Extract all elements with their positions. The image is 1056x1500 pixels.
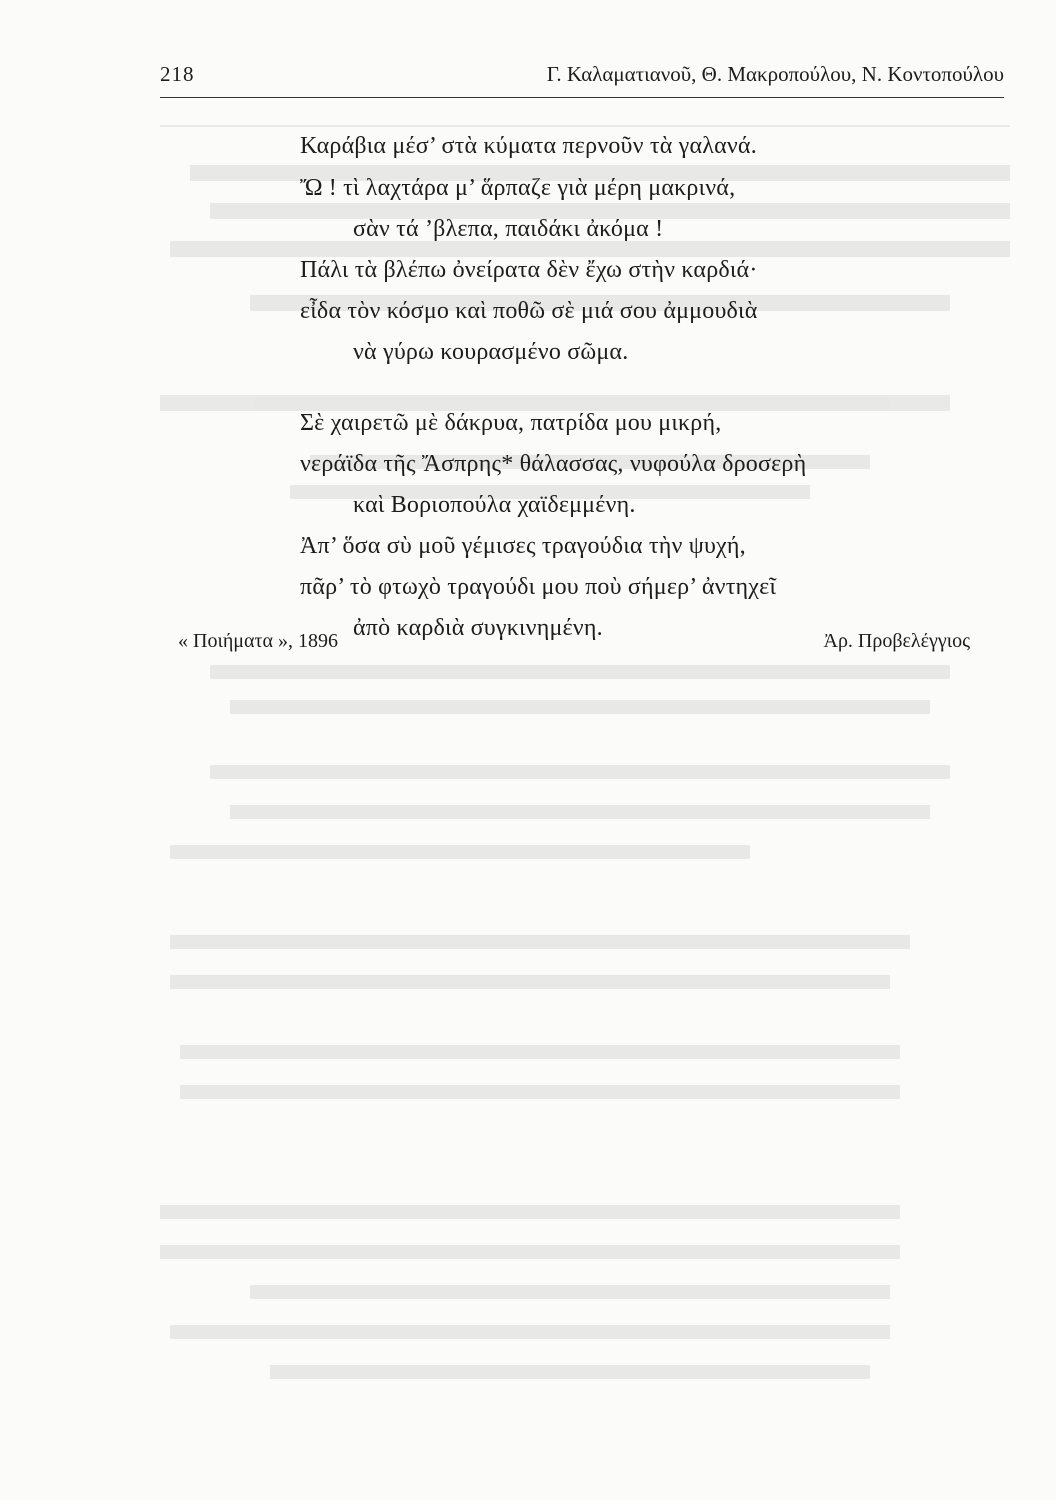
poem-line: εἶδα τὸν κόσμο καὶ ποθῶ σὲ μιά σου ἀμμουδιὰ — [300, 298, 758, 324]
poem-line: Πάλι τὰ βλέπω ὀνείρατα δὲν ἔχω στὴν καρδιά· — [300, 257, 758, 283]
poem-line: νεράϊδα τῆς Ἄσπρης* θάλασσας, νυφούλα δροσερὴ — [300, 451, 807, 477]
poem-line: σὰν τά ’βλεπα, παιδάκι ἀκόμα ! — [353, 216, 664, 242]
poem-line: Ὤ ! τὶ λαχτάρα μ’ ἅρπαζε γιὰ μέρη μακρινά, — [300, 175, 736, 201]
poem-line: ἀπὸ καρδιὰ συγκινημένη. — [353, 615, 603, 641]
poem-author: Ἀρ. Προβελέγγιος — [823, 630, 970, 652]
page-number: 218 — [160, 62, 195, 86]
poem-line: νὰ γύρω κουρασμένο σῶμα. — [353, 339, 629, 365]
poem-line: Καράβια μέσ’ στὰ κύματα περνοῦν τὰ γαλανά. — [300, 133, 757, 159]
poem-line: Σὲ χαιρετῶ μὲ δάκρυα, πατρίδα μου μικρή, — [300, 410, 722, 436]
source-citation: « Ποιήματα », 1896 — [178, 630, 338, 652]
poem-line: καὶ Βοριοπούλα χαϊδεμμένη. — [353, 492, 636, 518]
page-header — [160, 62, 1004, 98]
poem-line: πᾶρ’ τὸ φτωχὸ τραγούδι μου ποὺ σήμερ’ ἀντηχεῖ — [300, 574, 777, 600]
header-rule — [160, 97, 1004, 98]
poem-line: Ἀπ’ ὅσα σὺ μοῦ γέμισες τραγούδια τὴν ψυχή, — [300, 533, 746, 559]
running-head: Γ. Καλαματιανοῦ, Θ. Μακροπούλου, Ν. Κοντοπούλου — [546, 62, 1004, 86]
